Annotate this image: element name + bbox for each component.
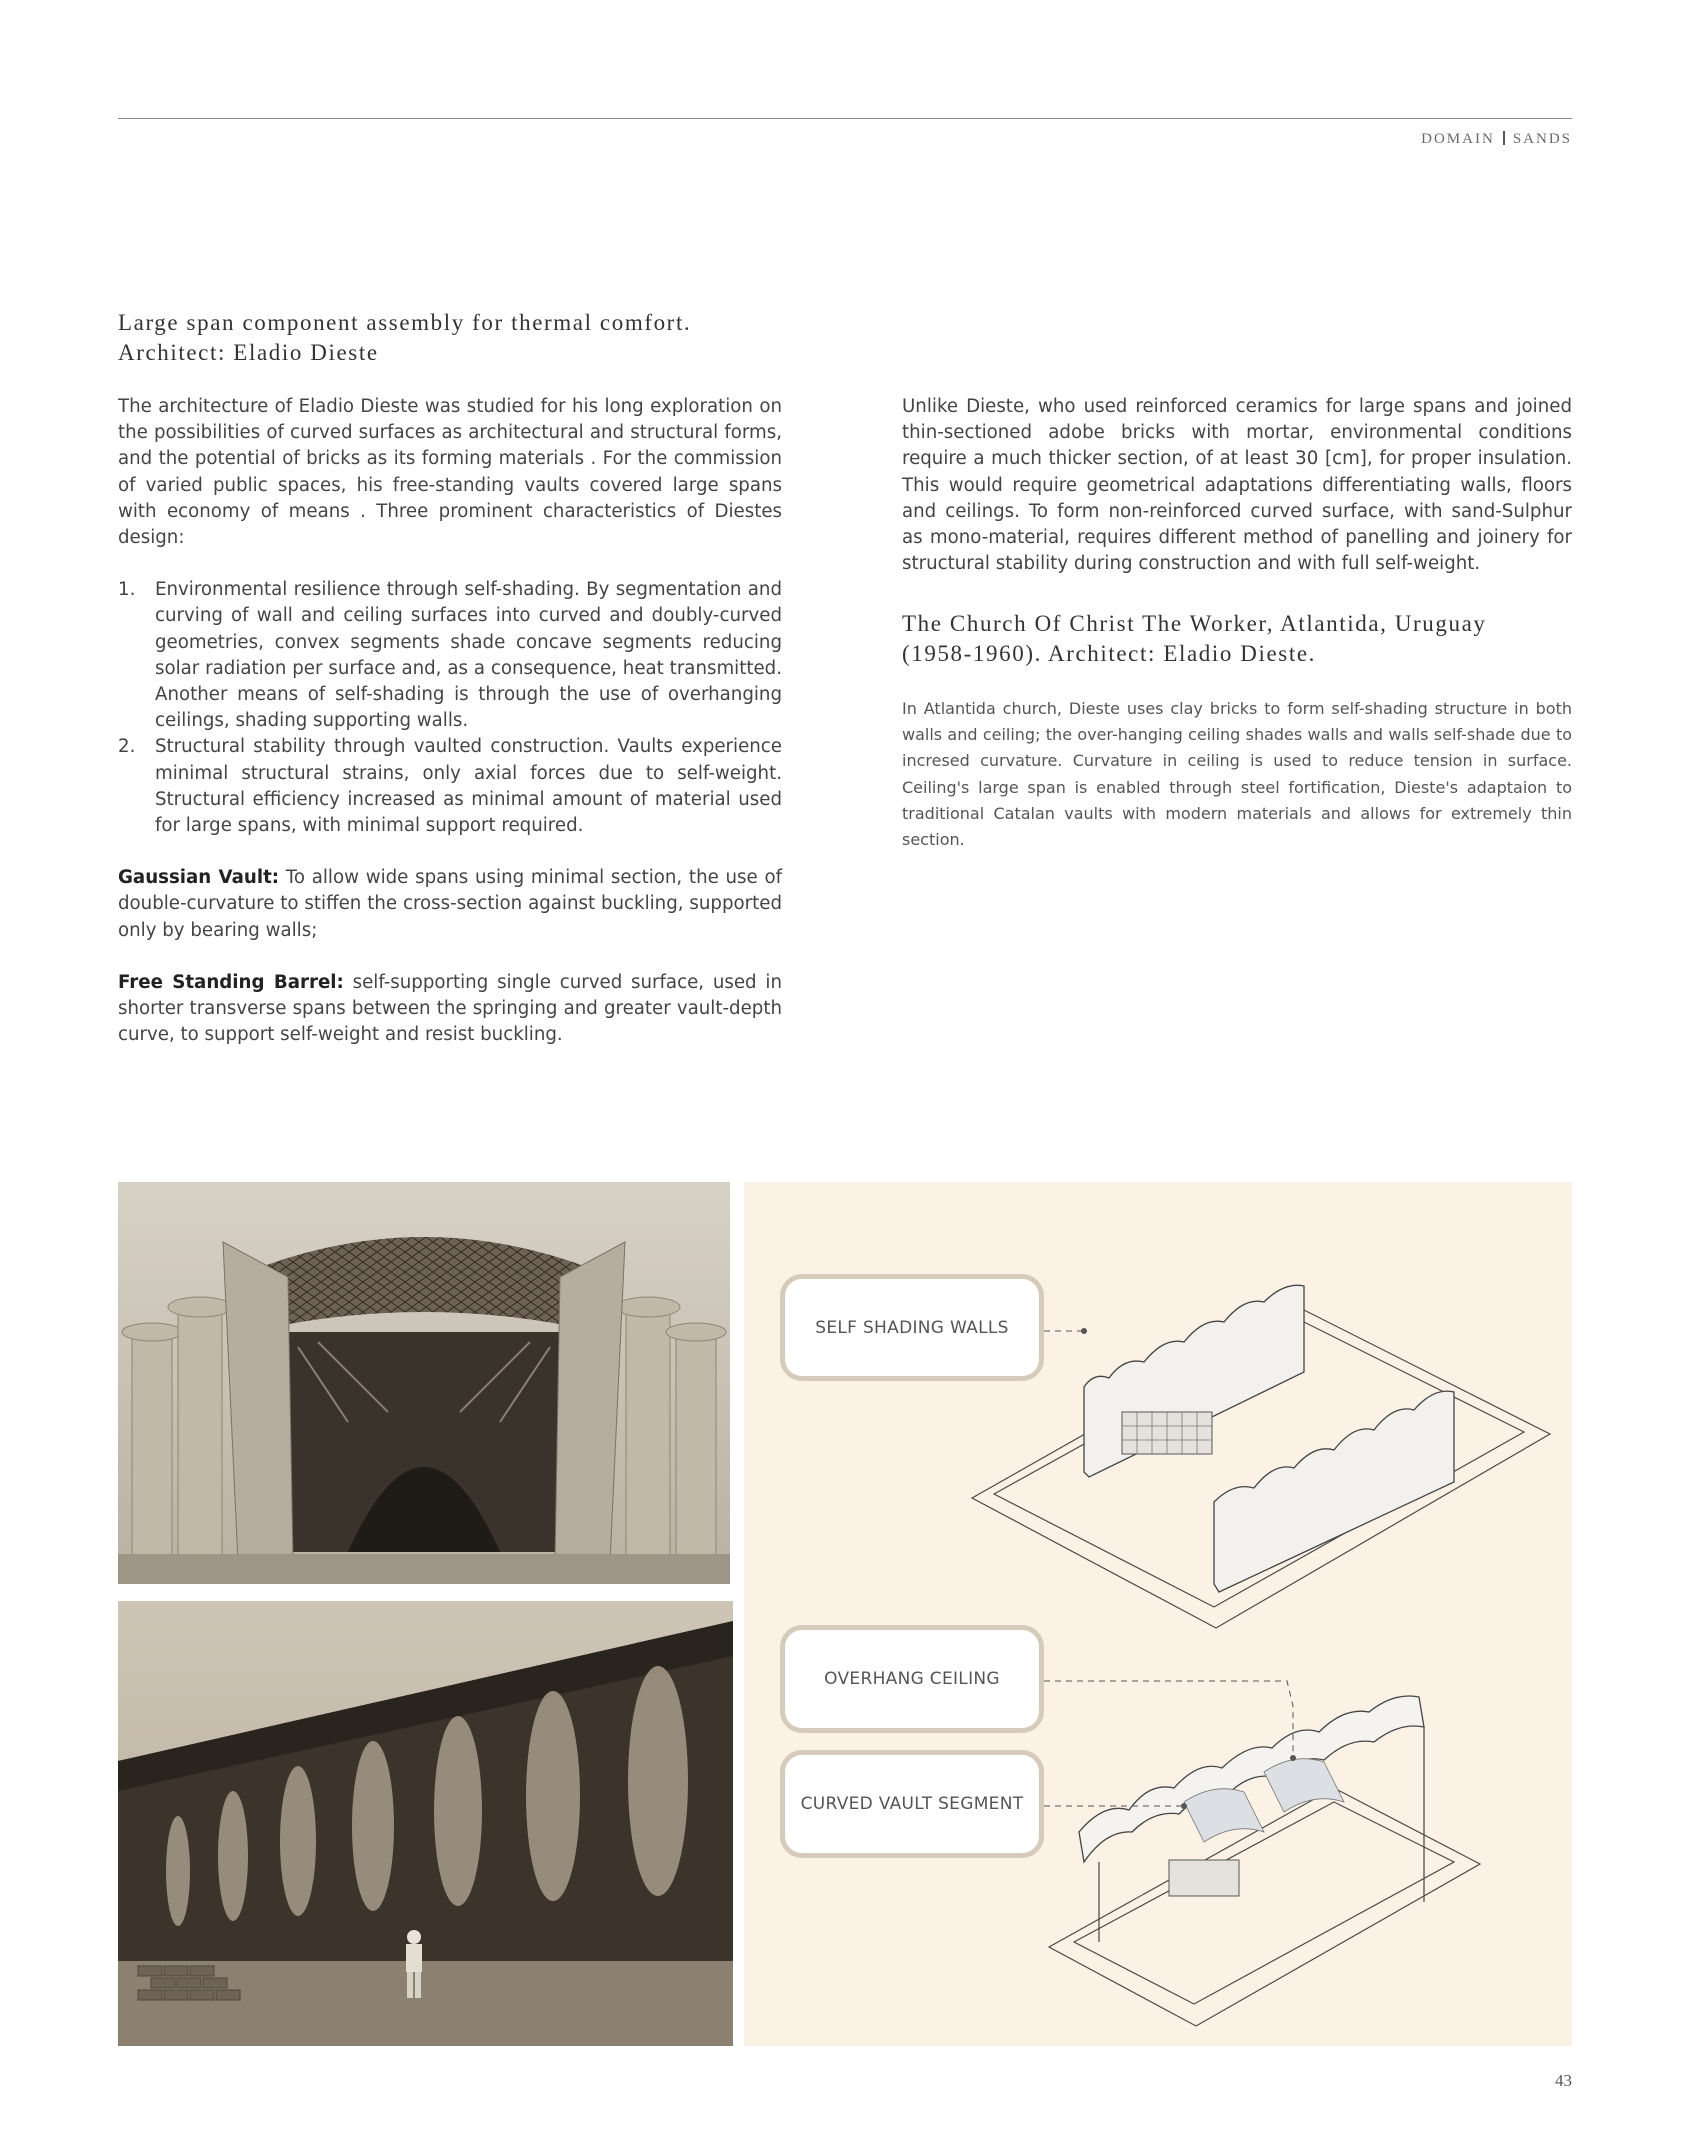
- gaussian-vault-text: To allow wide spans using minimal section, the use of double-curvature to stiffen the cross-section against buckling, supported only by bearing walls;: [118, 867, 782, 941]
- gaussian-vault-term: Gaussian Vault:: [118, 867, 280, 889]
- self-shading-walls-model: [1084, 1285, 1454, 1592]
- free-standing-barrel-paragraph: [118, 970, 782, 1049]
- left-heading: [118, 308, 691, 368]
- free-standing-barrel-text: self-supporting single curved surface, used in shorter transverse spans between the springing and greater vault-depth curve, to support self-weight and resist buckling.: [118, 971, 782, 1046]
- church-heading: [902, 609, 1487, 669]
- list-number: 2.: [118, 736, 136, 758]
- intro-paragraph: The architecture of Eladio Dieste was studied for his long exploration on the possibilities of curved surfaces as architectural and structural forms, and the potential of bricks as its forming materials . For the commission of varied public spaces, his free-standing vaults covered large spans with economy of means . Three prominent characteristics of Diestes design:: [118, 396, 782, 549]
- overhang-ceiling-callout: [780, 1625, 1044, 1733]
- overhang-ceiling-label: OVERHANG CEILING: [824, 1669, 1000, 1689]
- list-text: Structural stability through vaulted construction. Vaults experience minimal structural strains, only axial forces due to self-weight. Structural efficiency increased as minimal amount of material used for large spans, with minimal support required.: [155, 736, 782, 837]
- list-item: [118, 577, 782, 734]
- church-interior-photo: [118, 1182, 730, 1584]
- curved-vault-segment-callout: [780, 1750, 1044, 1858]
- header-right: SANDS: [1512, 131, 1572, 147]
- left-heading-line1: Large span component assembly for thermal comfort.: [118, 310, 692, 335]
- curved-vault-segment-label: CURVED VAULT SEGMENT: [800, 1794, 1024, 1814]
- list-item: [118, 734, 782, 839]
- gaussian-vault-paragraph: [118, 865, 782, 944]
- header-rule: [118, 118, 1572, 119]
- right-column: [902, 394, 1572, 577]
- running-header: [1421, 131, 1572, 148]
- church-description: In Atlantida church, Dieste uses clay bricks to form self-shading structure in both walls and ceiling; the over-hanging ceiling shades walls and walls self-shade due to incresed curvature. Curvature in ceiling is used to reduce tension in surface. Ceiling's large span is enabled through steel fortification, Dieste's adaptaion to traditional Catalan vaults with modern materials and allows for extremely thin section.: [902, 699, 1572, 850]
- self-shading-walls-callout: [780, 1274, 1044, 1381]
- left-column: [118, 394, 782, 1048]
- free-standing-barrel-term: Free Standing Barrel:: [118, 971, 344, 993]
- header-left: DOMAIN: [1421, 131, 1495, 147]
- characteristics-list: [118, 577, 782, 839]
- church-heading-line2: (1958-1960). Architect: Eladio Dieste.: [902, 641, 1317, 666]
- overhang-ceiling-model: [1079, 1696, 1424, 1942]
- left-heading-line2: Architect: Eladio Dieste: [118, 340, 379, 365]
- list-text: Environmental resilience through self-shading. By segmentation and curving of wall and ceiling surfaces into curved and doubly-curved geometries, convex segments shade concave segments reducing solar radiation per surface and, as a consequence, heat transmitted. Another means of self-shading is through the use of overhanging ceilings, shading supporting walls.: [155, 579, 782, 732]
- church-heading-line1: The Church Of Christ The Worker, Atlantida, Uruguay: [902, 611, 1487, 636]
- page-number: 43: [1555, 2071, 1572, 2090]
- brick-wall-photo: [118, 1601, 733, 2046]
- right-paragraph: Unlike Dieste, who used reinforced ceramics for large spans and joined thin-sectioned adobe bricks with mortar, environmental conditions require a much thicker section, of at least 30 [cm], for proper insulation. This would require geometrical adaptations differentiating walls, floors and ceilings. To form non-reinforced curved surface, with sand-Sulphur as mono-material, requires different method of panelling and joinery for structural stability during construction and with full self-weight.: [902, 396, 1572, 575]
- diagram-panel: [744, 1182, 1572, 2046]
- header-separator: [1503, 131, 1505, 145]
- list-number: 1.: [118, 579, 136, 601]
- self-shading-walls-label: SELF SHADING WALLS: [815, 1317, 1009, 1338]
